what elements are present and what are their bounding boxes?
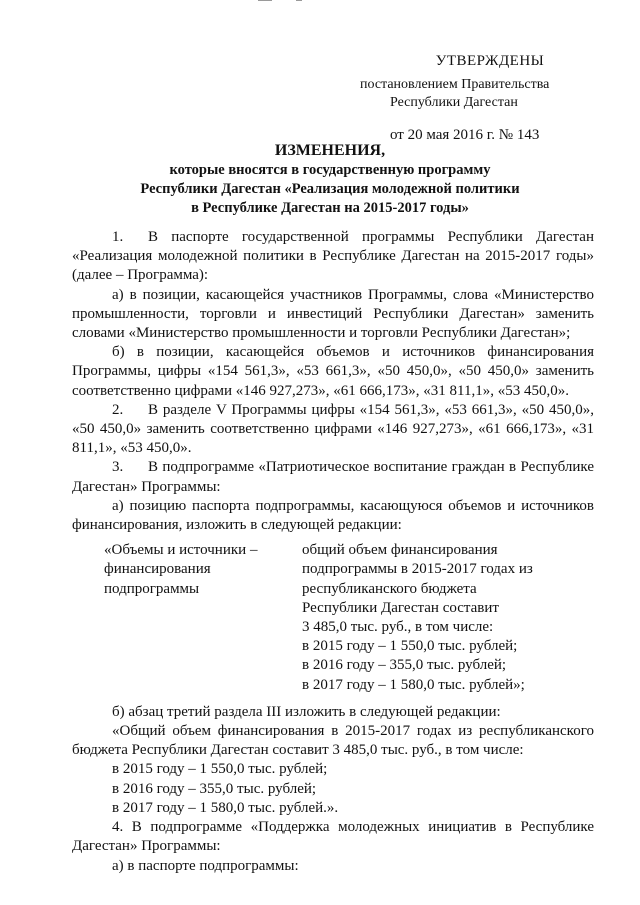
paragraph-3b: б) абзац третий раздела III изложить в следующей редакции:: [112, 703, 501, 720]
title-line: Республики Дагестан «Реализация молодежной политики: [140, 181, 520, 197]
financing-value-line: общий объем финансирования: [302, 542, 498, 559]
paragraph-text: В паспорте государственной программы Республики Дагестан «Реализация молодежной политики в Республике Дагестан на 2015-2017 годы» (далее – Программа):: [72, 229, 594, 284]
scan-mark: [296, 0, 302, 1]
approval-heading: УТВЕРЖДЕНЫ: [435, 53, 545, 69]
financing-label-line: подпрограммы: [104, 580, 200, 597]
scan-mark: [258, 0, 272, 1]
financing-dash: –: [250, 542, 258, 559]
financing-table: [72, 541, 594, 695]
paragraph-4a: а) в паспорте подпрограммы:: [112, 857, 299, 874]
paragraph-1b: б) в позиции, касающейся объемов и источников финансирования Программы, цифры «154 561,3», «53 661,3», «50 450,0», «50 450,0» заменить соответственно цифрами «146 927,273», «61 666,173», «31 811,1», «53 450,0».: [72, 344, 594, 399]
financing-value-line: подпрограммы в 2015-2017 годах из: [302, 561, 533, 578]
document-body: [72, 228, 594, 876]
paragraph-3a: а) позицию паспорта подпрограммы, касающуюся объемов и источников финансирования, изложить в следующей редакции:: [72, 497, 594, 534]
paragraph-3: [72, 458, 594, 496]
approval-line: постановлением Правительства: [360, 77, 550, 92]
paragraph-3b-year: в 2017 году – 1 580,0 тыс. рублей.».: [112, 799, 339, 816]
financing-value-line: в 2016 году – 355,0 тыс. рублей;: [302, 657, 507, 674]
approval-line: Республики Дагестан: [390, 95, 518, 110]
paragraph-3b-year: в 2015 году – 1 550,0 тыс. рублей;: [112, 761, 328, 778]
financing-label-line: «Объемы и источники: [104, 542, 247, 559]
paragraph-text: В разделе V Программы цифры «154 561,3», «53 661,3», «50 450,0», «50 450,0» заменить соответственно цифрами «146 927,273», «61 666,173», «31 811,1», «53 450,0».: [72, 401, 594, 457]
financing-label-line: финансирования: [104, 561, 211, 578]
paragraph-4: 4. В подпрограмме «Поддержка молодежных инициатив в Республике Дагестан» Программы:: [72, 819, 594, 855]
financing-value: [292, 541, 592, 695]
title-line: которые вносятся в государственную программу: [169, 162, 491, 178]
title-line: в Республике Дагестан на 2015-2017 годы»: [191, 200, 469, 216]
approval-date: от 20 мая 2016 г. № 143: [390, 127, 540, 143]
financing-label: [72, 541, 292, 695]
financing-value-line: в 2015 году – 1 550,0 тыс. рублей;: [302, 638, 518, 655]
paragraph-1a: а) в позиции, касающейся участников Программы, слова «Министерство промышленности, торговли и инвестиций Республики Дагестан» заменить словами «Министерство промышленности и торговли Республики Дагестан»;: [72, 286, 594, 342]
financing-value-line: республиканского бюджета: [302, 580, 477, 597]
document-title: [60, 140, 600, 218]
paragraph-3b-year: в 2016 году – 355,0 тыс. рублей;: [112, 780, 317, 797]
title-main: ИЗМЕНЕНИЯ,: [274, 142, 386, 159]
paragraph-3b-quote: «Общий объем финансирования в 2015-2017 годах из республиканского бюджета Республики Дагестан составит 3 485,0 тыс. руб., в том числе:: [72, 723, 594, 759]
paragraph-text: В подпрограмме «Патриотическое воспитание граждан в Республике Дагестан» Программы:: [72, 459, 594, 495]
item-number: 1.: [112, 229, 124, 245]
item-number: 2.: [112, 401, 124, 418]
financing-value-line: 3 485,0 тыс. руб., в том числе:: [302, 619, 494, 636]
item-number: 3.: [112, 459, 124, 476]
paragraph-2: [72, 401, 594, 459]
financing-value-line: Республики Дагестан составит: [302, 599, 499, 616]
financing-value-line: в 2017 году – 1 580,0 тыс. рублей»;: [302, 676, 525, 693]
paragraph-1: [72, 228, 594, 286]
approval-stamp: [360, 52, 600, 144]
